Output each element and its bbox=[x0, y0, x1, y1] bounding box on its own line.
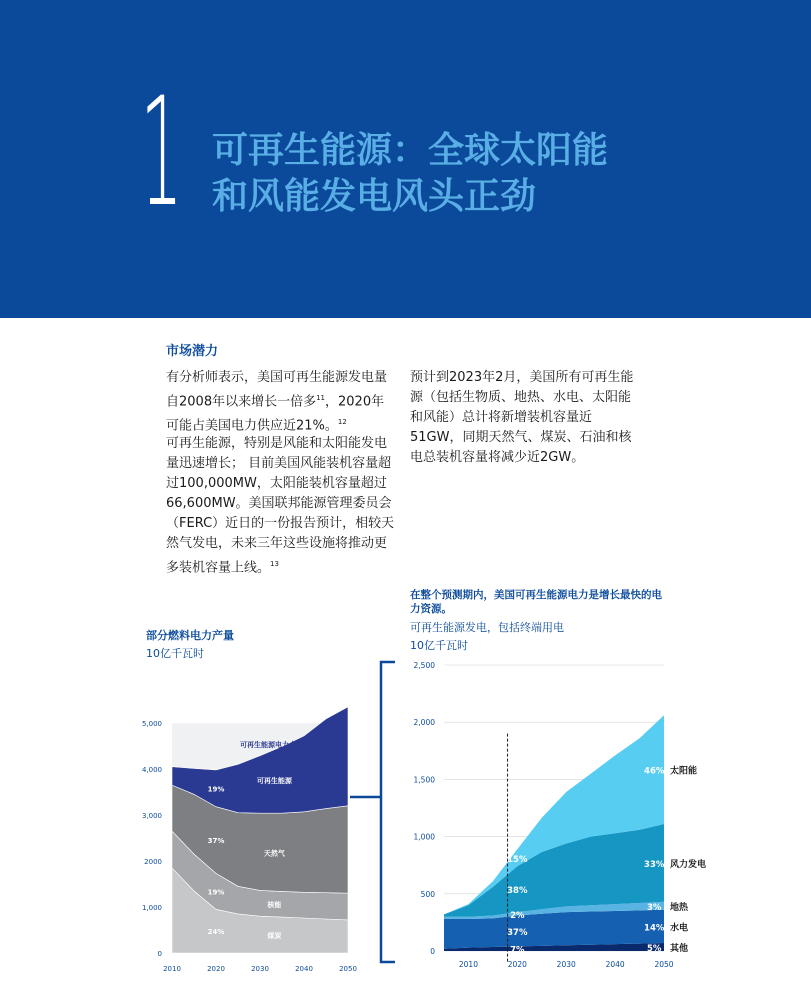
series-name-label: 天然气 bbox=[263, 849, 285, 858]
series-legend-label: 地热 bbox=[670, 902, 689, 913]
x-tick-label: 2040 bbox=[295, 965, 313, 973]
end-percent-label: 3% bbox=[647, 902, 662, 913]
y-tick-label: 5,000 bbox=[141, 720, 162, 728]
paragraph-1: 有分析师表示，美国可再生能源发电量自2008年以来增长一倍多$^{11}$，2020年可能占美国电力供应近21%。$^{12}$ bbox=[166, 370, 388, 434]
x-tick-label: 2010 bbox=[458, 960, 478, 969]
x-tick-label: 2050 bbox=[339, 965, 357, 973]
series-legend-label: 水电 bbox=[670, 923, 689, 934]
y-tick-label: 500 bbox=[420, 889, 435, 899]
series-legend-label: 其他 bbox=[670, 943, 689, 954]
start-percent-label: 2% bbox=[510, 910, 525, 921]
y-tick-label: 2,000 bbox=[413, 718, 435, 728]
series-legend-label: 风力发电 bbox=[670, 859, 707, 870]
left-chart-title: 部分燃料电力产量 bbox=[146, 629, 234, 642]
x-tick-label: 2030 bbox=[556, 960, 576, 969]
chapter-title-line-1: 可再生能源：全球太阳能 bbox=[212, 130, 609, 171]
x-tick-label: 2010 bbox=[163, 965, 181, 973]
start-percent-label: 37% bbox=[507, 927, 528, 938]
series-percent-label: 24% bbox=[207, 928, 225, 937]
end-percent-label: 46% bbox=[644, 766, 665, 777]
y-tick-label: 1,500 bbox=[413, 775, 435, 785]
series-percent-label: 37% bbox=[207, 837, 225, 846]
end-percent-label: 33% bbox=[644, 859, 665, 870]
start-percent-label: 15% bbox=[507, 854, 528, 865]
y-tick-label: 2,500 bbox=[413, 661, 435, 670]
x-tick-label: 2020 bbox=[507, 960, 527, 969]
start-percent-label: 38% bbox=[507, 886, 528, 897]
series-legend-label: 太阳能 bbox=[670, 766, 698, 777]
left-chart-unit: 10亿千瓦时 bbox=[146, 647, 204, 660]
right-chart-subtitle: 可再生能源发电，包括终端用电 bbox=[410, 621, 564, 634]
y-tick-label: 4,000 bbox=[141, 766, 162, 774]
chart-annotation: 可再生能源电力占比翻倍 bbox=[240, 741, 317, 749]
chapter-title-line-2: 和风能发电风头正劲 bbox=[212, 176, 537, 217]
end-percent-label: 5% bbox=[647, 943, 662, 954]
x-tick-label: 2050 bbox=[654, 960, 674, 969]
left-chart bbox=[130, 715, 355, 980]
y-tick-label: 2000 bbox=[144, 858, 162, 866]
x-tick-label: 2030 bbox=[251, 965, 269, 973]
reference-13: 13 bbox=[270, 560, 279, 568]
x-tick-label: 2040 bbox=[605, 960, 625, 969]
reference-12: 12 bbox=[337, 418, 347, 427]
series-percent-label: 19% bbox=[207, 785, 225, 794]
series-name-label: 核能 bbox=[267, 901, 282, 910]
y-tick-label: 0 bbox=[430, 947, 435, 956]
reference-11: 11 bbox=[316, 394, 326, 402]
series-name-label: 煤炭 bbox=[267, 932, 282, 941]
x-tick-label: 2020 bbox=[207, 965, 225, 973]
section-title: 市场潜力 bbox=[166, 344, 219, 359]
right-chart-unit: 10亿千瓦时 bbox=[410, 639, 468, 652]
y-tick-label: 1,000 bbox=[141, 904, 162, 912]
y-tick-label: 1,000 bbox=[413, 832, 435, 842]
series-percent-label: 19% bbox=[207, 888, 225, 897]
chapter-number: 1 bbox=[140, 66, 182, 240]
series-name-label: 可再生能源 bbox=[256, 776, 292, 785]
y-tick-label: 3,000 bbox=[141, 812, 162, 820]
end-percent-label: 14% bbox=[644, 923, 665, 934]
paragraph-3: 预计到2023年2月，美国所有可再生能源（包括生物质、地热、水电、太阳能和风能）总计将新增装机容量近51GW，同期天然气、煤炭、石油和核电总装机容量将减少近2GW。 bbox=[410, 370, 634, 465]
start-percent-label: 7% bbox=[510, 945, 525, 956]
paragraph-2: 可再生能源，特别是风能和太阳能发电量迅速增长； 目前美国风能装机容量超过100,000MW，太阳能装机容量超过66,600MW。美国联邦能源管理委员会（FERC）近日的一份报告预计，相较天然气发电，未来三年这些设施将推动更多装机容量上线。$^{13}$ bbox=[166, 436, 395, 576]
right-chart-title: 在整个预测期内，美国可再生能源电力是增长最快的电力资源。 bbox=[410, 589, 662, 615]
right-chart bbox=[400, 655, 720, 975]
y-tick-label: 0 bbox=[157, 950, 162, 958]
